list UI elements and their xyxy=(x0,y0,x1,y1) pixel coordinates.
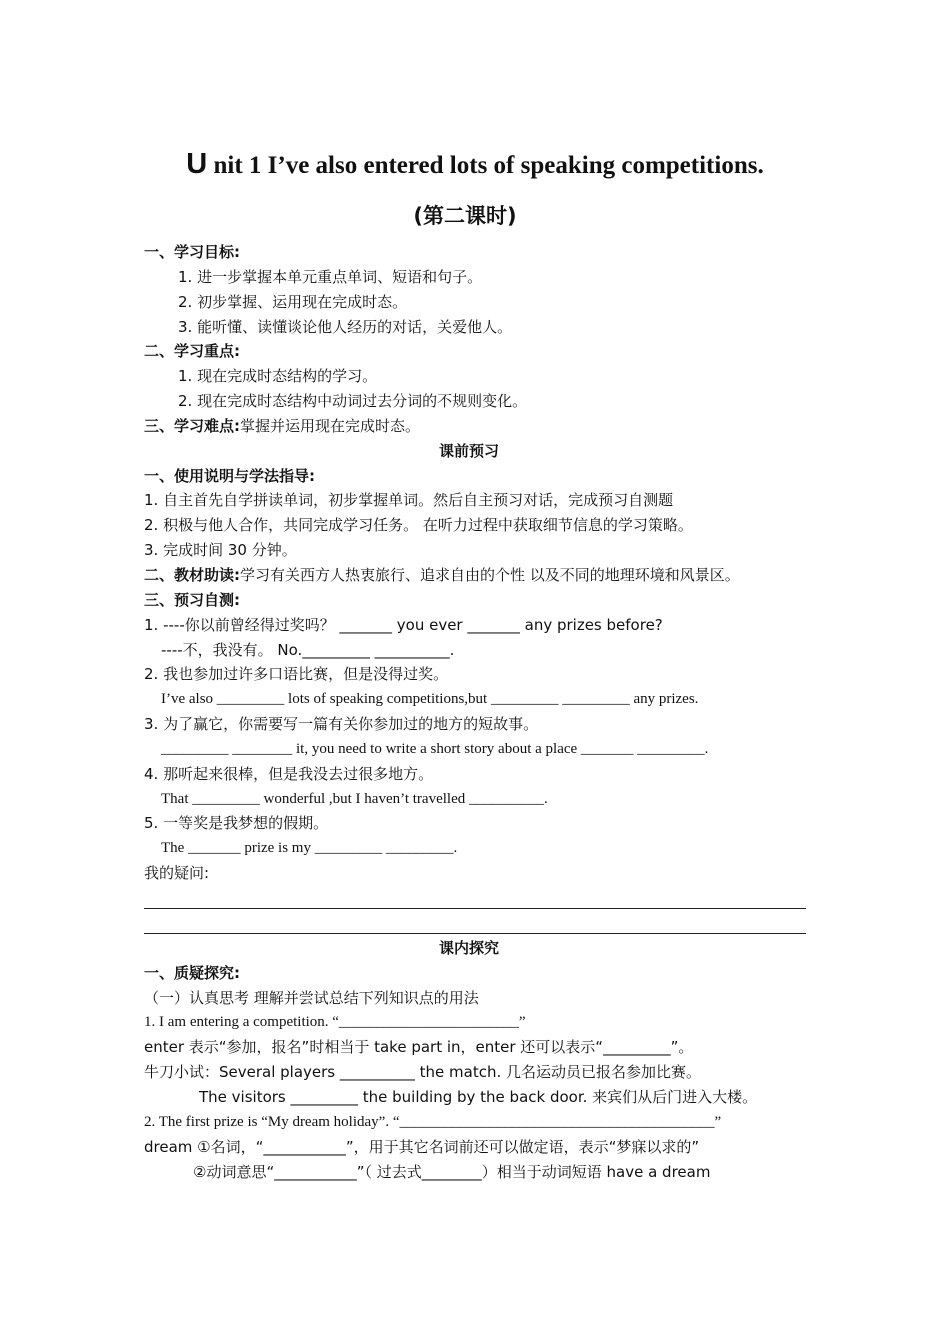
inquiry-line: 1. I am entering a competition. “________________________” xyxy=(144,1014,526,1031)
guide-item: 1. 自主首先自学拼读单词，初步掌握单词。然后自主预习对话，完成预习自测题 xyxy=(144,491,674,510)
selftest-line: 1. ----你以前曾经得过奖吗？ _______ you ever _______ any prizes before? xyxy=(144,615,663,634)
guide-item: 2. 积极与他人合作，共同完成学习任务。 在听力过程中获取细节信息的学习策略。 xyxy=(144,516,693,535)
inquiry-line: dream ①名词，“___________”，用于其它名词前还可以做定语，表示“梦寐以求的” xyxy=(144,1137,700,1156)
selftest-line: 5. 一等奖是我梦想的假期。 xyxy=(144,814,329,833)
textbook-line xyxy=(144,563,824,588)
selftest-line: 3. 为了赢它，你需要写一篇有关你参加过的地方的短故事。 xyxy=(144,715,539,734)
inquiry-line: The visitors _________ the building by the back door. 来宾们从后门进入大楼。 xyxy=(199,1088,758,1106)
objectives-heading: 一、学习目标: xyxy=(144,243,240,261)
title-initial-letter: U xyxy=(186,148,208,180)
key-point-item: 2. 现在完成时态结构中动词过去分词的不规则变化。 xyxy=(178,392,528,411)
selftest-line: That _________ wonderful ,but I haven’t travelled __________. xyxy=(161,790,548,807)
inclass-section-title: 课内探究 xyxy=(438,938,499,957)
difficulty-line xyxy=(144,414,824,439)
worksheet-body xyxy=(144,240,824,1184)
textbook-text: 学习有关西方人热衷旅行、追求自由的个性 以及不同的地理环境和风景区。 xyxy=(240,565,740,584)
unit-title xyxy=(0,148,950,181)
selftest-line: ----不，我没有。 No._________ __________. xyxy=(161,640,455,659)
lesson-subtitle: (第二课时) xyxy=(413,204,517,228)
inquiry-subheading: （一）认真思考 理解并尝试总结下列知识点的用法 xyxy=(144,988,479,1007)
selftest-line: 4. 那听起来很棒，但是我没去过很多地方。 xyxy=(144,764,434,783)
difficulty-heading: 三、学习难点: xyxy=(144,416,240,435)
guide-heading: 一、使用说明与学法指导: xyxy=(144,466,315,485)
objective-item: 3. 能听懂、读懂谈论他人经历的对话，关爱他人。 xyxy=(178,317,513,336)
selftest-heading: 三、预习自测: xyxy=(144,590,240,609)
inquiry-line: 2. The first prize is “My dream holiday”. “__________________________________________” xyxy=(144,1113,722,1130)
key-points-heading: 二、学习重点: xyxy=(144,342,240,361)
selftest-line: The _______ prize is my _________ _________. xyxy=(161,840,458,857)
questions-label: 我的疑问: xyxy=(144,864,210,883)
guide-item: 3. 完成时间 30 分钟。 xyxy=(144,541,297,560)
difficulty-text: 掌握并运用现在完成时态。 xyxy=(240,416,421,435)
selftest-line: _________ ________ it, you need to write a short story about a place _______ _________. xyxy=(161,740,709,757)
key-point-item: 1. 现在完成时态结构的学习。 xyxy=(178,367,378,386)
answer-line xyxy=(144,911,806,934)
answer-line xyxy=(144,886,806,909)
objective-item: 1. 进一步掌握本单元重点单词、短语和句子。 xyxy=(178,267,483,286)
title-text: nit 1 I’ve also entered lots of speaking competitions. xyxy=(207,152,764,179)
preview-section-title: 课前预习 xyxy=(438,441,499,460)
selftest-line: I’ve also _________ lots of speaking competitions,but _________ _________ any prizes. xyxy=(161,691,699,708)
inquiry-line: ②动词意思“___________”（ 过去式________）相当于动词短语 have a dream xyxy=(193,1162,711,1181)
inquiry-heading: 一、质疑探究: xyxy=(144,963,240,982)
inquiry-line: 牛刀小试：Several players __________ the match. 几名运动员已报名参加比赛。 xyxy=(144,1063,702,1082)
selftest-line: 2. 我也参加过许多口语比赛，但是没得过奖。 xyxy=(144,665,449,684)
textbook-heading: 二、教材助读: xyxy=(144,565,240,584)
objective-item: 2. 初步掌握、运用现在完成时态。 xyxy=(178,292,408,311)
inquiry-line: enter 表示“参加，报名”时相当于 take part in，enter 还可以表示“_________”。 xyxy=(144,1038,694,1057)
